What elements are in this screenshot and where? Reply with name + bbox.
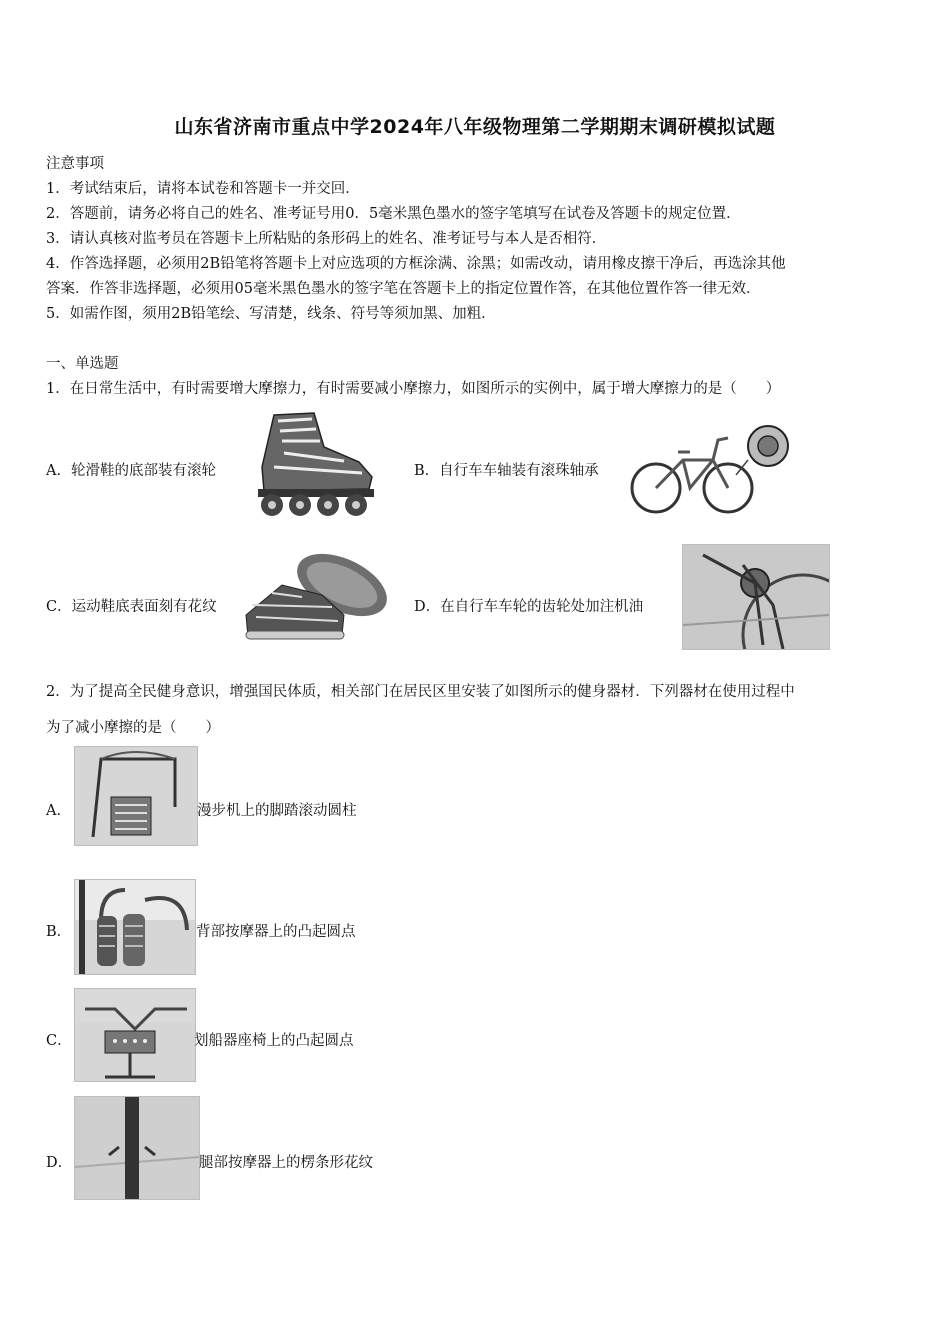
q2-stem-line1: 2．为了提高全民健身意识，增强国民体质，相关部门在居民区里安装了如图所示的健身器材．下列器材在使用过程中 (46, 684, 795, 700)
page-title: 山东省济南市重点中学2024年八年级物理第二学期期末调研模拟试题 (174, 116, 776, 138)
q2-option-d-text: 腿部按摩器上的楞条形花纹 (199, 1155, 373, 1171)
bicycle-image (628, 420, 790, 518)
notice-item-1: 1．考试结束后，请将本试卷和答题卡一并交回． (46, 181, 360, 197)
q2-option-d-letter: D． (46, 1155, 73, 1171)
rowing-machine-image (74, 988, 196, 1082)
sneaker-image (242, 545, 392, 645)
roller-skate-image (244, 407, 384, 519)
q2-stem-line2: 为了减小摩擦的是（ ） (46, 720, 220, 736)
notice-item-2: 2．答题前，请务必将自己的姓名、准考证号用0．5毫米黑色墨水的签字笔填写在试卷及答题卡的规定位置． (46, 206, 741, 222)
q1-option-b: B．自行车车轴装有滚珠轴承 (414, 463, 599, 479)
q2-option-a-letter: A． (46, 803, 71, 819)
section-heading: 一、单选题 (46, 356, 119, 372)
q2-option-b-text: 背部按摩器上的凸起圆点 (196, 924, 356, 940)
notice-item-4: 4．作答选择题，必须用2B铅笔将答题卡上对应选项的方框涂满、涂黑；如需改动，请用橡皮擦干净后，再选涂其他 (46, 256, 786, 272)
notice-heading: 注意事项 (46, 156, 104, 172)
notice-item-5: 5．如需作图，须用2B铅笔绘、写清楚，线条、符号等须加黑、加粗． (46, 306, 496, 322)
back-massager-image (74, 879, 196, 975)
q1-option-c: C．运动鞋底表面刻有花纹 (46, 599, 217, 615)
q2-option-c-text: 划船器座椅上的凸起圆点 (194, 1033, 354, 1049)
q1-stem: 1．在日常生活中，有时需要增大摩擦力，有时需要减小摩擦力，如图所示的实例中，属于增大摩擦力的是（ ） (46, 381, 781, 397)
notice-item-4-cont: 答案．作答非选择题，必须用05毫米黑色墨水的签字笔在答题卡上的指定位置作答，在其他位置作答一律无效． (46, 281, 761, 297)
q2-option-c-letter: C． (46, 1033, 72, 1049)
notice-item-3: 3．请认真核对监考员在答题卡上所粘贴的条形码上的姓名、准考证号与本人是否相符． (46, 231, 607, 247)
q1-option-a: A．轮滑鞋的底部装有滚轮 (46, 463, 216, 479)
q1-option-d: D．在自行车车轮的齿轮处加注机油 (414, 599, 644, 615)
q2-option-a-text: 漫步机上的脚踏滚动圆柱 (197, 803, 357, 819)
leg-massager-image (74, 1096, 200, 1200)
walking-machine-image (74, 746, 198, 846)
q2-option-b-letter: B． (46, 924, 72, 940)
bicycle-gear-image (682, 544, 830, 650)
